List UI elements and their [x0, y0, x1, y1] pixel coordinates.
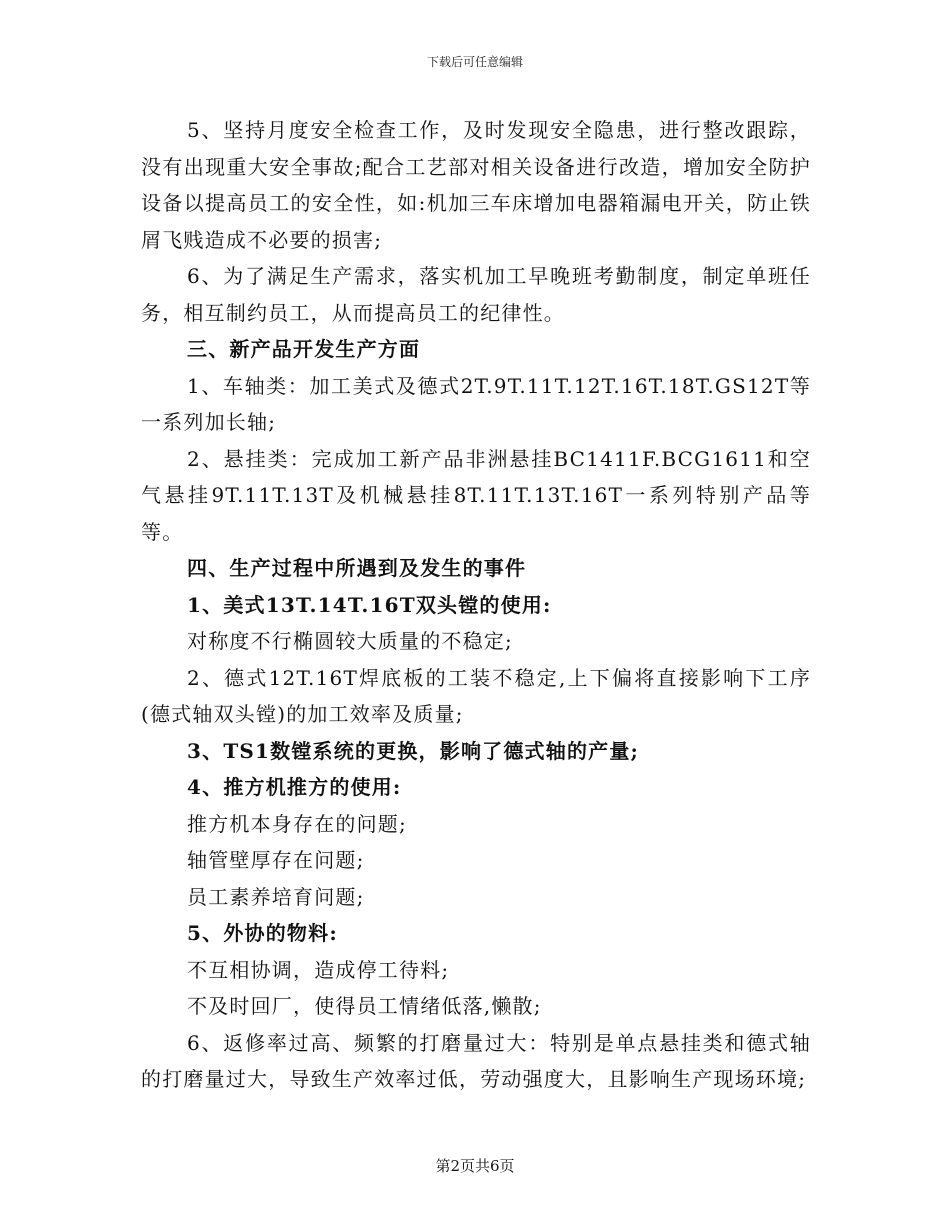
subheading-square-pusher: 4、推方机推方的使用: [187, 775, 402, 799]
paragraph-welding-fixture: 2、德式12T.16T焊底板的工装不稳定,上下偏将直接影响下工序(德式轴双头镗)的加工效率及质量; [141, 665, 811, 726]
issue-item-machine: 推方机本身存在的问题; [187, 811, 407, 836]
issue-item-wall-thickness: 轴管壁厚存在问题; [187, 848, 365, 872]
issue-item-coordination: 不互相协调，造成停工待料; [187, 957, 450, 982]
section-heading-new-products: 三、新产品开发生产方面 [187, 337, 421, 361]
issue-item-late-return: 不及时回厂，使得员工情绪低落,懒散; [187, 994, 542, 1018]
paragraph-suspension-products: 2、悬挂类：完成加工新产品非洲悬挂BC1411F.BCG1611和空气悬挂9T.11T.13T及机械悬挂8T.11T.13T.16T一系列特别产品等等。 [141, 446, 811, 544]
subheading-outsourced-materials: 5、外协的物料: [187, 921, 338, 945]
page-number: 第2页共6页 [435, 1157, 515, 1175]
issue-item-staff-training: 员工素养培育问题; [187, 884, 365, 909]
paragraph-safety-inspection: 5、坚持月度安全检查工作，及时发现安全隐患，进行整改跟踪，没有出现重大安全事故;配合工艺部对相关设备进行改造，增加安全防护设备以提高员工的安全性，如:机加三车床增加电器箱漏电开关，防止铁屑飞贱造成不必要的损害; [141, 118, 811, 252]
subheading-ts1-system: 3、TS1数镗系统的更换，影响了德式轴的产量; [187, 738, 640, 763]
paragraph-attendance-system: 6、为了满足生产需求，落实机加工早晚班考勤制度，制定单班任务，相互制约员工，从而提高员工的纪律性。 [141, 264, 811, 325]
paragraph-rework-rate: 6、返修率过高、频繁的打磨量过大：特别是单点悬挂类和德式轴的打磨量过大，导致生产效率过低，劳动强度大，且影响生产现场环境; [141, 1030, 811, 1091]
document-body [141, 112, 811, 1098]
issue-item-symmetry: 对称度不行椭圆较大质量的不稳定; [187, 629, 513, 653]
paragraph-axle-products: 1、车轴类：加工美式及德式2T.9T.11T.12T.16T.18T.GS12T等一系列加长轴; [141, 373, 811, 434]
subheading-double-boring: 1、美式13T.14T.16T双头镗的使用: [187, 592, 552, 617]
page-header-note: 下载后可任意编辑 [426, 55, 523, 69]
section-heading-production-issues: 四、生产过程中所遇到及发生的事件 [187, 556, 527, 580]
